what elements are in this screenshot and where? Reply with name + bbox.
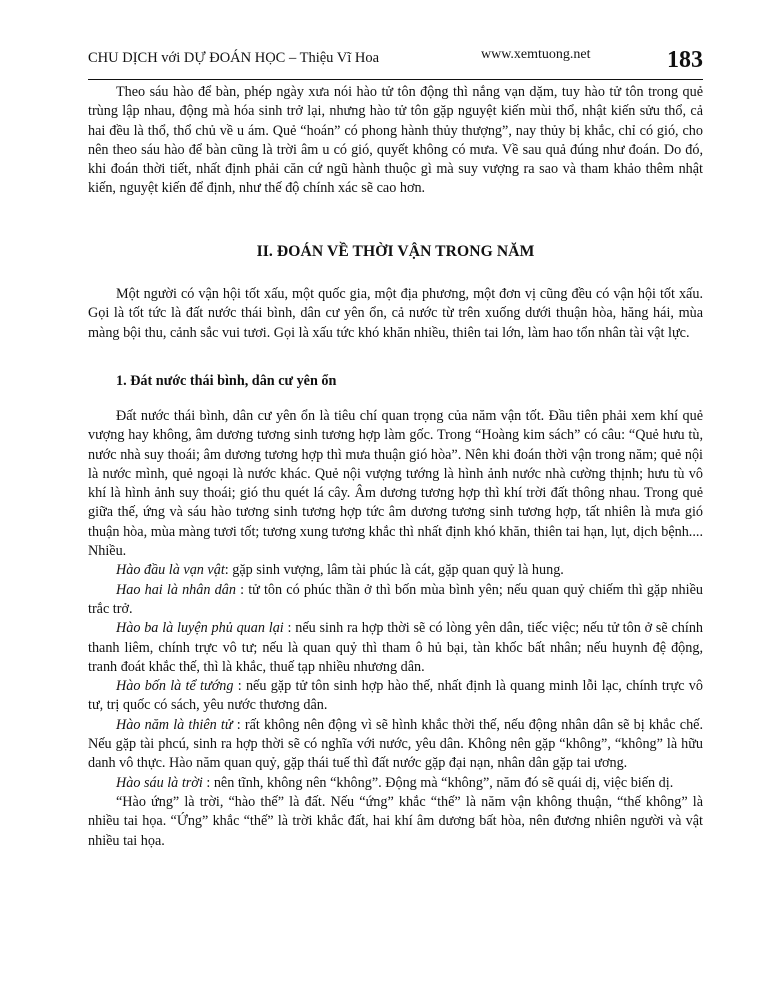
line-item-text: : rất không nên động vì sẽ hình khắc thời thế, nếu động nhân dân sẽ bị khắc chế. Nếu gặp tài phcú, sinh ra hợp thời sẽ có nghĩa với nước, yêu dân. Không nên gặp “không”, “không” là hữu danh vô thực. Hào năm quan quỷ, gặp thái tuế thì đất nước gặp đại nạn, nhân dân gặp tai ương. — [88, 716, 704, 772]
line-item-lead: Hào sáu là trời — [116, 774, 203, 791]
section-intro-paragraph: Một người có vận hội tốt xấu, một quốc gia, một địa phương, một đơn vị cũng đều có vận hội tốt xấu. Gọi là tốt tức là đất nước thái bình, dân cư yên ổn, cả nước từ trên xuống dưới thuận hòa, hăng hái, mùa màng bội thu, cảnh sắc vui tươi. Gọi là xấu tức khó khăn nhiều, thiên tai lớn, làm hao tổn nhân tài vật lực. — [88, 286, 703, 341]
line-item-4 — [88, 677, 703, 716]
line-item-text: : tử tôn có phúc thần ở thì bốn mùa bình yên; nếu quan quỷ chiếm thì gặp nhiều trắc trở. — [88, 581, 703, 617]
line-item-text: : nếu sinh ra hợp thời sẽ có lòng yên dân, tiếc việc; nếu tử tôn ở sẽ chính thanh liêm, chính trực vô tư; nếu là quan quỷ thì tham ô hủ bại, tàn khốc bất nhân; nếu huynh đệ động, tranh đoát khắc thế, thì là khắc, thuế tạp nhiều nhương dân. — [88, 620, 704, 675]
subsection-heading: 1. Đát nước thái bình, dân cư yên ổn — [116, 373, 337, 389]
section-heading: II. ĐOÁN VỀ THỜI VẬN TRONG NĂM — [256, 243, 535, 260]
website-url: www.xemtuong.net — [481, 47, 591, 62]
main-body — [88, 407, 703, 851]
book-page — [88, 0, 704, 849]
line-item-5 — [88, 716, 703, 774]
line-item-lead: Hao hai là nhân dân — [116, 581, 236, 598]
line-item-lead: Hào ba là luyện phủ quan lại — [116, 620, 284, 637]
line-item-text: : nên tĩnh, không nên “không”. Động mà “không”, năm đó sẽ quái dị, việc biến dị. — [202, 774, 674, 791]
intro-paragraph: Theo sáu hào để bàn, phép ngày xưa nói hào tử tôn động thì nắng vạn dặm, tuy hào tử tôn trong quẻ trùng lập nhau, động mà hóa sinh trở lại, nhưng hào tử tôn gặp nguyệt kiến mùi thổ, nhật kiến sửu thổ, cả hai đều là thổ, thổ chủ về u ám. Quẻ “hoán” có phong hành thủy thượng”, nay thủy bị khắc, chỉ có gió, cho nên theo sáu hào để bàn cũng là trời âm u có gió, quyết không có mưa. Về sau quả đúng như đoán. Do đó, khi đoán thời tiết, nhất định phải căn cứ ngũ hành thuộc gì mà suy vượng ra sao và tham khảo thêm nhật kiến, nguyệt kiến để định, như thế độ chính xác sẽ cao hơn. — [88, 84, 703, 197]
line-item-lead: Hào bốn là tể tướng — [116, 678, 234, 695]
line-item-lead: Hào đầu là vạn vật — [116, 562, 225, 579]
running-title: CHU DỊCH với DỰ ĐOÁN HỌC – Thiệu Vĩ Hoa — [88, 50, 380, 66]
line-item-3 — [88, 619, 703, 677]
section-intro-block — [88, 285, 703, 343]
line-item-text: : nếu gặp tử tôn sinh hợp hào thế, nhất định là quang minh lỗi lạc, chính trực vô tư, trị quốc có sách, yêu nước thương dân. — [88, 678, 703, 714]
line-item-lead: Hào năm là thiên tử — [116, 716, 233, 733]
line-item-1 — [88, 561, 703, 580]
page-header — [88, 0, 703, 82]
line-item-6 — [88, 774, 703, 793]
header-divider — [88, 79, 703, 80]
page-number: 183 — [667, 47, 703, 73]
closing-paragraph: “Hào ứng” là trời, “hào thế” là đất. Nếu “ứng” khắc “thế” là năm vận không thuận, “thế không” là nhiều tai họa. “Ứng” khắc “thế” là trời khắc đất, hai khí âm dương bất hòa, nên đương nhiên người và vật nhiều tai họa. — [88, 793, 703, 849]
intro-block — [88, 83, 703, 199]
main-paragraph: Đất nước thái bình, dân cư yên ổn là tiêu chí quan trọng của năm vận tốt. Đầu tiên phải xem khí quẻ vượng hay không, âm dương tương sinh tương hợp làm gốc. Trong “Hoàng kim sách” có câu: “Quẻ hưu tù, nước nhà suy thoái; âm dương tương hợp thì mưa thuận gió hòa”. Nên khi đoán thời vận trong năm; quẻ nội là nước mình, quẻ ngoại là nước khác. Quẻ nội vượng tướng là hình ảnh nước nhà cường thịnh; hưu tù vô khí là hình ảnh suy thoái; gió thu quét lá cây. Âm dương tương hợp thì khí trời đất thông nhau. Trong quẻ giữa thế, ứng và sáu hào tương sinh tương hợp tức âm dương tương sinh tương hợp, tất nhiên là mưa gió thuận hòa, mùa màng tươi tốt; tương xung tương khắc thì nhất định khó khăn, thiên tai hạn, lụt, dịch bệnh.... Nhiều. — [88, 408, 703, 560]
line-item-2 — [88, 581, 703, 620]
line-item-text: : gặp sinh vượng, lâm tài phúc là cát, gặp quan quỷ là hung. — [224, 562, 564, 579]
